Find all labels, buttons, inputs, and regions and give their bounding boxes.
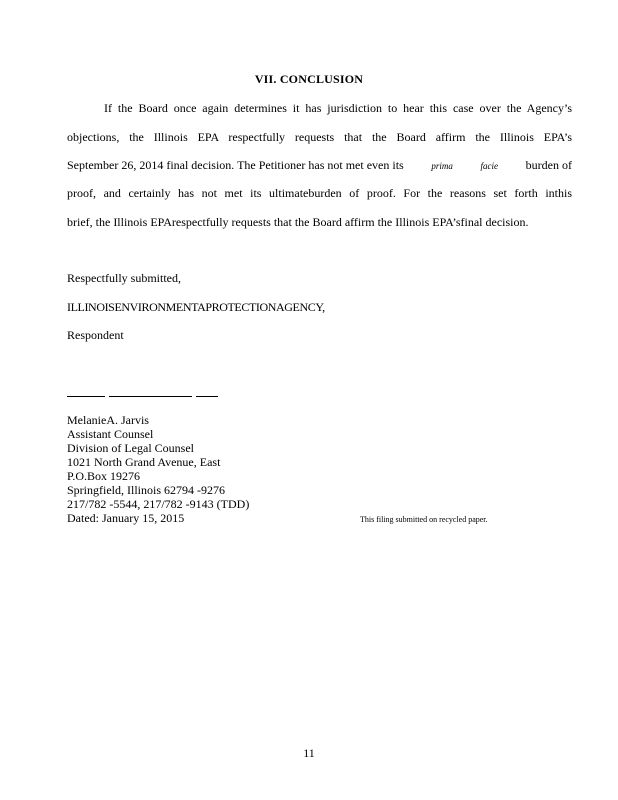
recycled-paper-note: This filing submitted on recycled paper. — [360, 515, 488, 524]
street-address: 1021 North Grand Avenue, East — [67, 455, 221, 469]
paragraph-line-2: objections, the Illinois EPA respectfully requests that the Board affirm the Illinois EPA’s — [67, 130, 572, 144]
signature-line-gap — [105, 393, 109, 399]
paragraph-line-4: proof, and certainly has not met its ultimateburden of proof. For the reasons set forth inthis — [67, 186, 572, 200]
city-state-zip: Springfield, Illinois 62794 -9276 — [67, 483, 225, 497]
paragraph-line-3-text-b: burden of — [525, 158, 572, 172]
respectfully-submitted: Respectfully submitted, — [67, 271, 181, 285]
signature-line-gap — [192, 393, 196, 399]
phone-numbers: 217/782 -5544, 217/782 -9143 (TDD) — [67, 497, 250, 511]
paragraph-line-1: If the Board once again determines it has jurisdiction to hear this case over the Agency’s — [104, 101, 572, 115]
latin-term-facie: facie — [480, 161, 499, 171]
agency-name: ILLINOISENVIRONMENTAPROTECTIONAGENCY, — [67, 300, 325, 314]
section-heading: VII. CONCLUSION — [254, 72, 364, 86]
counsel-title: Assistant Counsel — [67, 427, 154, 441]
page-number: 11 — [303, 746, 315, 760]
po-box: P.O.Box 19276 — [67, 469, 141, 483]
counsel-division: Division of Legal Counsel — [67, 441, 194, 455]
respondent-label: Respondent — [67, 328, 124, 342]
paragraph-line-3 — [67, 158, 572, 173]
paragraph-line-5: brief, the Illinois EPArespectfully requests that the Board affirm the Illinois EPA’sfinal decision. — [67, 215, 529, 229]
latin-term-prima: prima — [431, 161, 453, 171]
date-line: Dated: January 15, 2015 — [67, 511, 185, 525]
signature-block — [67, 413, 249, 525]
counsel-name: MelanieA. Jarvis — [67, 413, 149, 427]
paragraph-line-3-text-a: September 26, 2014 final decision. The Petitioner has not met even its — [67, 158, 404, 172]
